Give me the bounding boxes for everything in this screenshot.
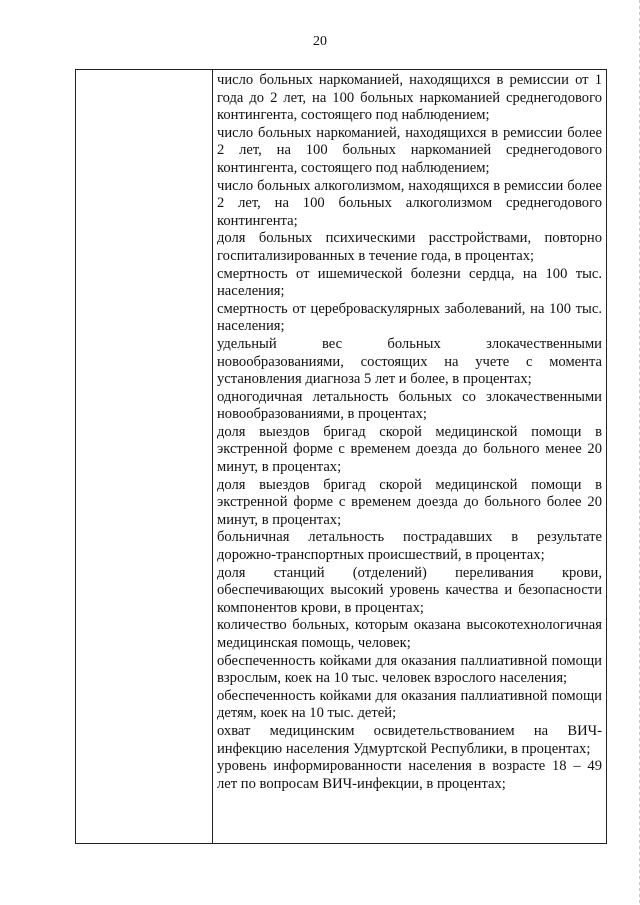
indicator-item: обеспеченность койками для оказания паллиативной помощи детям, коек на 10 тыс. детей; (217, 687, 602, 722)
table-right-column (217, 72, 602, 793)
page-number: 20 (313, 34, 327, 49)
indicator-item: охват медицинским освидетельствованием на ВИЧ-инфекцию населения Удмуртской Республики, в процентах; (217, 722, 602, 757)
indicator-item: доля станций (отделений) переливания крови, обеспечивающих высокий уровень качества и безопасности компонентов крови, в процентах; (217, 564, 602, 616)
indicator-table (75, 69, 607, 844)
indicator-item: больничная летальность пострадавших в результате дорожно-транспортных происшествий, в процентах; (217, 529, 602, 564)
indicator-item: доля выездов бригад скорой медицинской помощи в экстренной форме с временем доезда до больного более 20 минут, в процентах; (217, 476, 602, 528)
indicator-item: количество больных, которым оказана высокотехнологичная медицинская помощь, человек; (217, 617, 602, 651)
indicator-item: обеспеченность койками для оказания паллиативной помощи взрослым, коек на 10 тыс. человек взрослого населения; (217, 652, 602, 687)
indicator-item: уровень информированности населения в возрасте 18 – 49 лет по вопросам ВИЧ-инфекции, в процентах; (217, 758, 602, 792)
indicator-item: одногодичная летальность больных со злокачественными новообразованиями, в процентах; (217, 388, 602, 423)
indicator-item: смертность от цереброваскулярных заболеваний, на 100 тыс. населения; (217, 300, 602, 335)
indicator-item: число больных алкоголизмом, находящихся в ремиссии более 2 лет, на 100 больных алкоголизмом среднегодового контингента; (217, 177, 602, 229)
indicator-item: доля больных психическими расстройствами, повторно госпитализированных в течение года, в процентах; (217, 230, 602, 264)
indicator-item: число больных наркоманией, находящихся в ремиссии от 1 года до 2 лет, на 100 больных наркоманией среднегодового контингента, состоящего под наблюдением; (217, 72, 602, 124)
indicator-item: доля выездов бригад скорой медицинской помощи в экстренной форме с временем доезда до больного менее 20 минут, в процентах; (217, 423, 602, 476)
table-left-column (76, 70, 213, 843)
indicator-item: смертность от ишемической болезни сердца, на 100 тыс. населения; (217, 265, 602, 300)
indicator-item: удельный вес больных злокачественными новообразованиями, состоящих на учете с момента установления диагноза 5 лет и более, в процентах; (217, 335, 602, 388)
indicator-item: число больных наркоманией, находящихся в ремиссии более 2 лет, на 100 больных наркоманией среднегодового контингента, состоящего под наблюдением; (217, 124, 602, 176)
